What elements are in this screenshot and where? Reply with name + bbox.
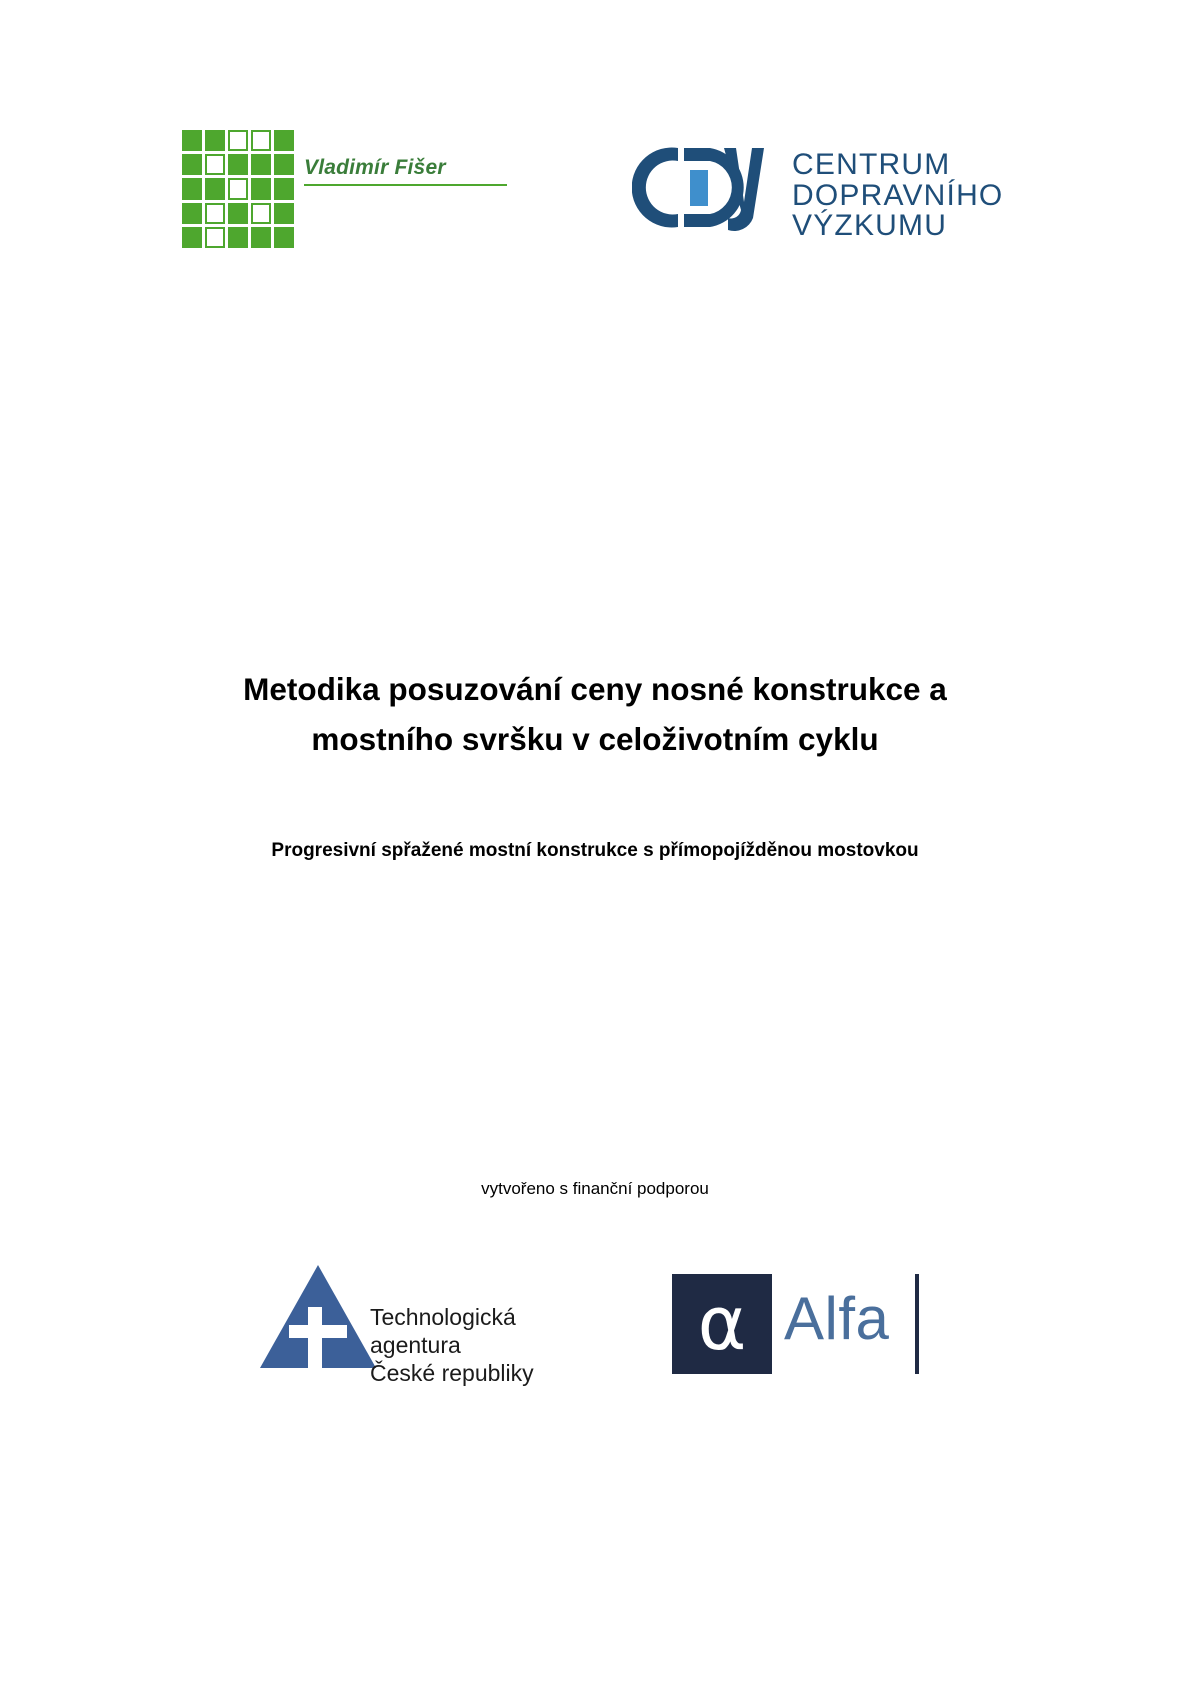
alfa-glyph: α (697, 1281, 747, 1367)
alfa-logo (672, 1274, 922, 1374)
fiser-logo-name: Vladimír Fišer (304, 156, 446, 179)
footer-logos (0, 1265, 1190, 1395)
header-logos (0, 112, 1190, 252)
page-title-line1: Metodika posuzování ceny nosné konstrukce a (243, 671, 947, 707)
fiser-logo-rule (304, 184, 507, 186)
cdv-logo (632, 132, 1004, 243)
tacr-triangle-icon (258, 1265, 378, 1370)
page-title (0, 664, 1190, 765)
page-title-line2: mostního svršku v celoživotním cyklu (311, 721, 879, 758)
alfa-logo-divider (915, 1274, 919, 1374)
tacr-logo (258, 1265, 608, 1387)
alfa-logo-word: Alfa (784, 1285, 890, 1352)
green-squares-grid-icon (182, 130, 294, 248)
cdv-logo-text (792, 150, 1003, 242)
cdv-monogram-icon (632, 140, 782, 235)
tacr-logo-line2: České republiky (370, 1360, 534, 1387)
tacr-logo-line1: Technologická agentura (370, 1304, 516, 1359)
page-subtitle: Progresivní spřažené mostní konstrukce s přímopojížděnou mostovkou (271, 840, 919, 861)
cdv-logo-line2: DOPRAVNÍHO (792, 178, 1004, 212)
tacr-logo-text (370, 1303, 608, 1387)
cdv-logo-line3: VÝZKUMU (792, 209, 948, 243)
funding-note: vytvořeno s finanční podporou (481, 1179, 709, 1198)
cdv-logo-line1: CENTRUM (792, 148, 951, 181)
fiser-logo (182, 120, 512, 255)
